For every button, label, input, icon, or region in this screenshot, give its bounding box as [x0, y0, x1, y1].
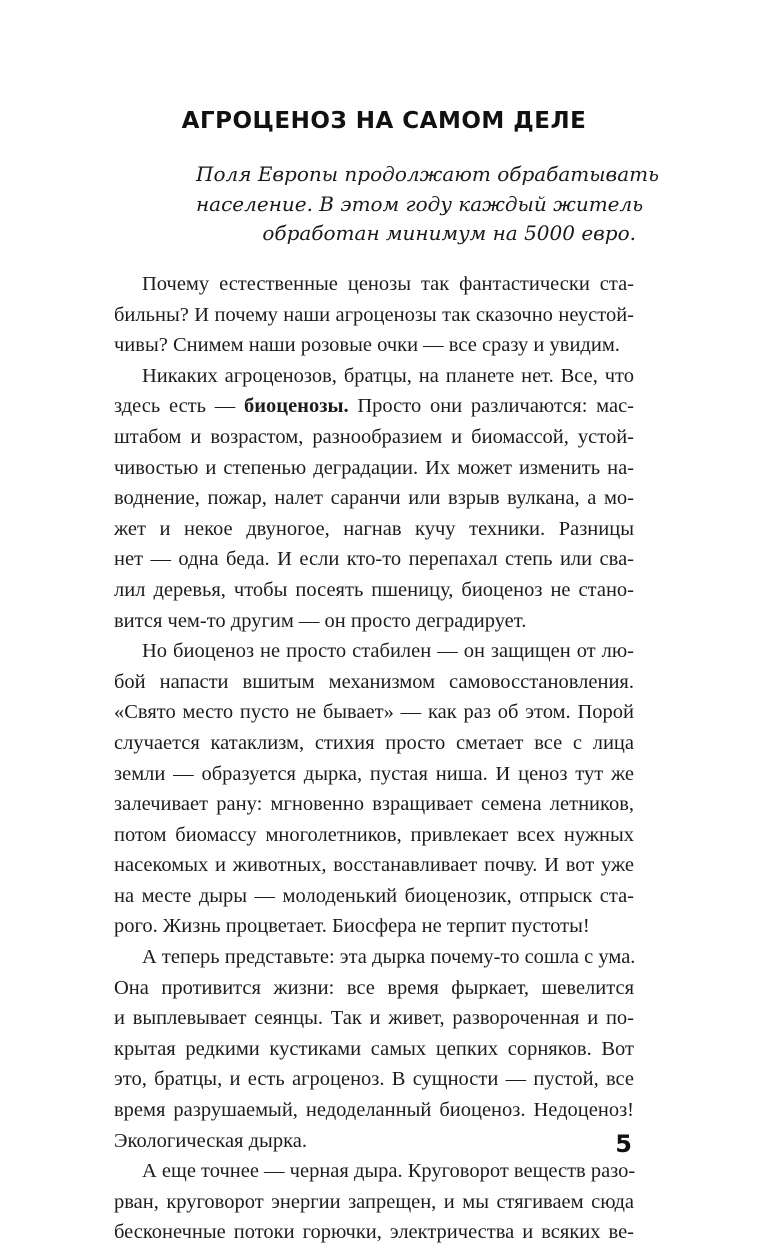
text-line: Она противится жизни: все время фыркает, шевелится: [114, 976, 634, 999]
text-line: это, братцы, и есть агроценоз. В сущности — пустой, все: [114, 1068, 634, 1091]
text-line: земли — образуется дырка, пустая ниша. И ценоз тут же: [114, 762, 634, 785]
text-line: случается катаклизм, стихия просто сметает все с лица: [114, 731, 634, 754]
text-line: бой напасти вшитым механизмом самовосстановления.: [114, 670, 634, 693]
epigraph-line: обработан минимум на 5000 евро.: [262, 221, 636, 245]
text-line: бесконечные потоки горючки, электричества и всяких ве-: [114, 1221, 634, 1244]
paragraph: [114, 636, 634, 942]
text-line: Экологическая дырка.: [114, 1129, 307, 1152]
text-line: залечивает рану: мгновенно взращивает семена летников,: [114, 793, 634, 816]
text-line: вится чем-то другим — он просто деградирует.: [114, 609, 527, 632]
paragraph: [114, 361, 634, 636]
text-line: чивы? Снимем наши розовые очки — все сразу и увидим.: [114, 334, 620, 357]
text-line: нет — одна беда. И если кто-то перепахал степь или сва-: [114, 548, 634, 571]
bold-term: биоценозы.: [243, 395, 349, 418]
text-line: Но биоценоз не просто стабилен — он защищен от лю-: [142, 640, 634, 663]
body-text: [114, 269, 634, 1248]
text-line: Никаких агроценозов, братцы, на планете нет. Все, что: [142, 364, 634, 387]
epigraph-line: Поля Европы продолжают обрабатывать: [196, 162, 659, 186]
text-line: А еще точнее — черная дыра. Круговорот веществ разо-: [142, 1160, 636, 1183]
text-line: время разрушаемый, недоделанный биоценоз. Недоценоз!: [114, 1099, 634, 1122]
text-line: А теперь представьте: эта дырка почему-то сошла с ума.: [142, 946, 636, 969]
text-fragment: здесь есть —: [114, 395, 244, 418]
text-line: бильны? И почему наши агроценозы так сказочно неустой-: [114, 303, 634, 326]
text-line: крытая редкими кустиками самых цепких сорняков. Вот: [114, 1037, 634, 1060]
text-fragment: Просто они различаются: мас-: [348, 395, 634, 418]
text-line: Почему естественные ценозы так фантастически ста-: [142, 273, 634, 295]
text-line: [114, 391, 634, 422]
epigraph: [196, 160, 659, 249]
page-number: 5: [615, 1130, 632, 1158]
text-line: насекомых и животных, восстанавливает почву. И вот уже: [114, 854, 634, 877]
text-line: лил деревья, чтобы посеять пшеницу, биоценоз не стано-: [114, 578, 634, 601]
chapter-heading: АГРОЦЕНОЗ НА САМОМ ДЕЛЕ: [181, 108, 587, 134]
text-line: рван, круговорот энергии запрещен, и мы стягиваем сюда: [114, 1190, 634, 1213]
paragraph: [114, 1156, 634, 1248]
text-line: штабом и возрастом, разнообразием и биомассой, устой-: [114, 425, 634, 448]
paragraph: [114, 269, 634, 361]
text-line: потом биомассу многолетников, привлекает всех нужных: [114, 823, 634, 846]
epigraph-line: население. В этом году каждый житель: [196, 191, 644, 216]
text-line: «Свято место пусто не бывает» — как раз об этом. Порой: [114, 701, 634, 724]
text-line: жет и некое двуногое, нагнав кучу техники. Разницы: [114, 517, 634, 540]
text-line: рого. Жизнь процветает. Биосфера не терпит пустоты!: [114, 915, 590, 938]
text-line: на месте дыры — молоденький биоценозик, отпрыск ста-: [114, 884, 634, 907]
text-line: воднение, пожар, налет саранчи или взрыв вулкана, а мо-: [114, 487, 634, 510]
text-line: чивостью и степенью деградации. Их может изменить на-: [114, 456, 634, 479]
text-line: и выплевывает сеянцы. Так и живет, развороченная и по-: [114, 1007, 634, 1030]
paragraph: [114, 942, 634, 1156]
